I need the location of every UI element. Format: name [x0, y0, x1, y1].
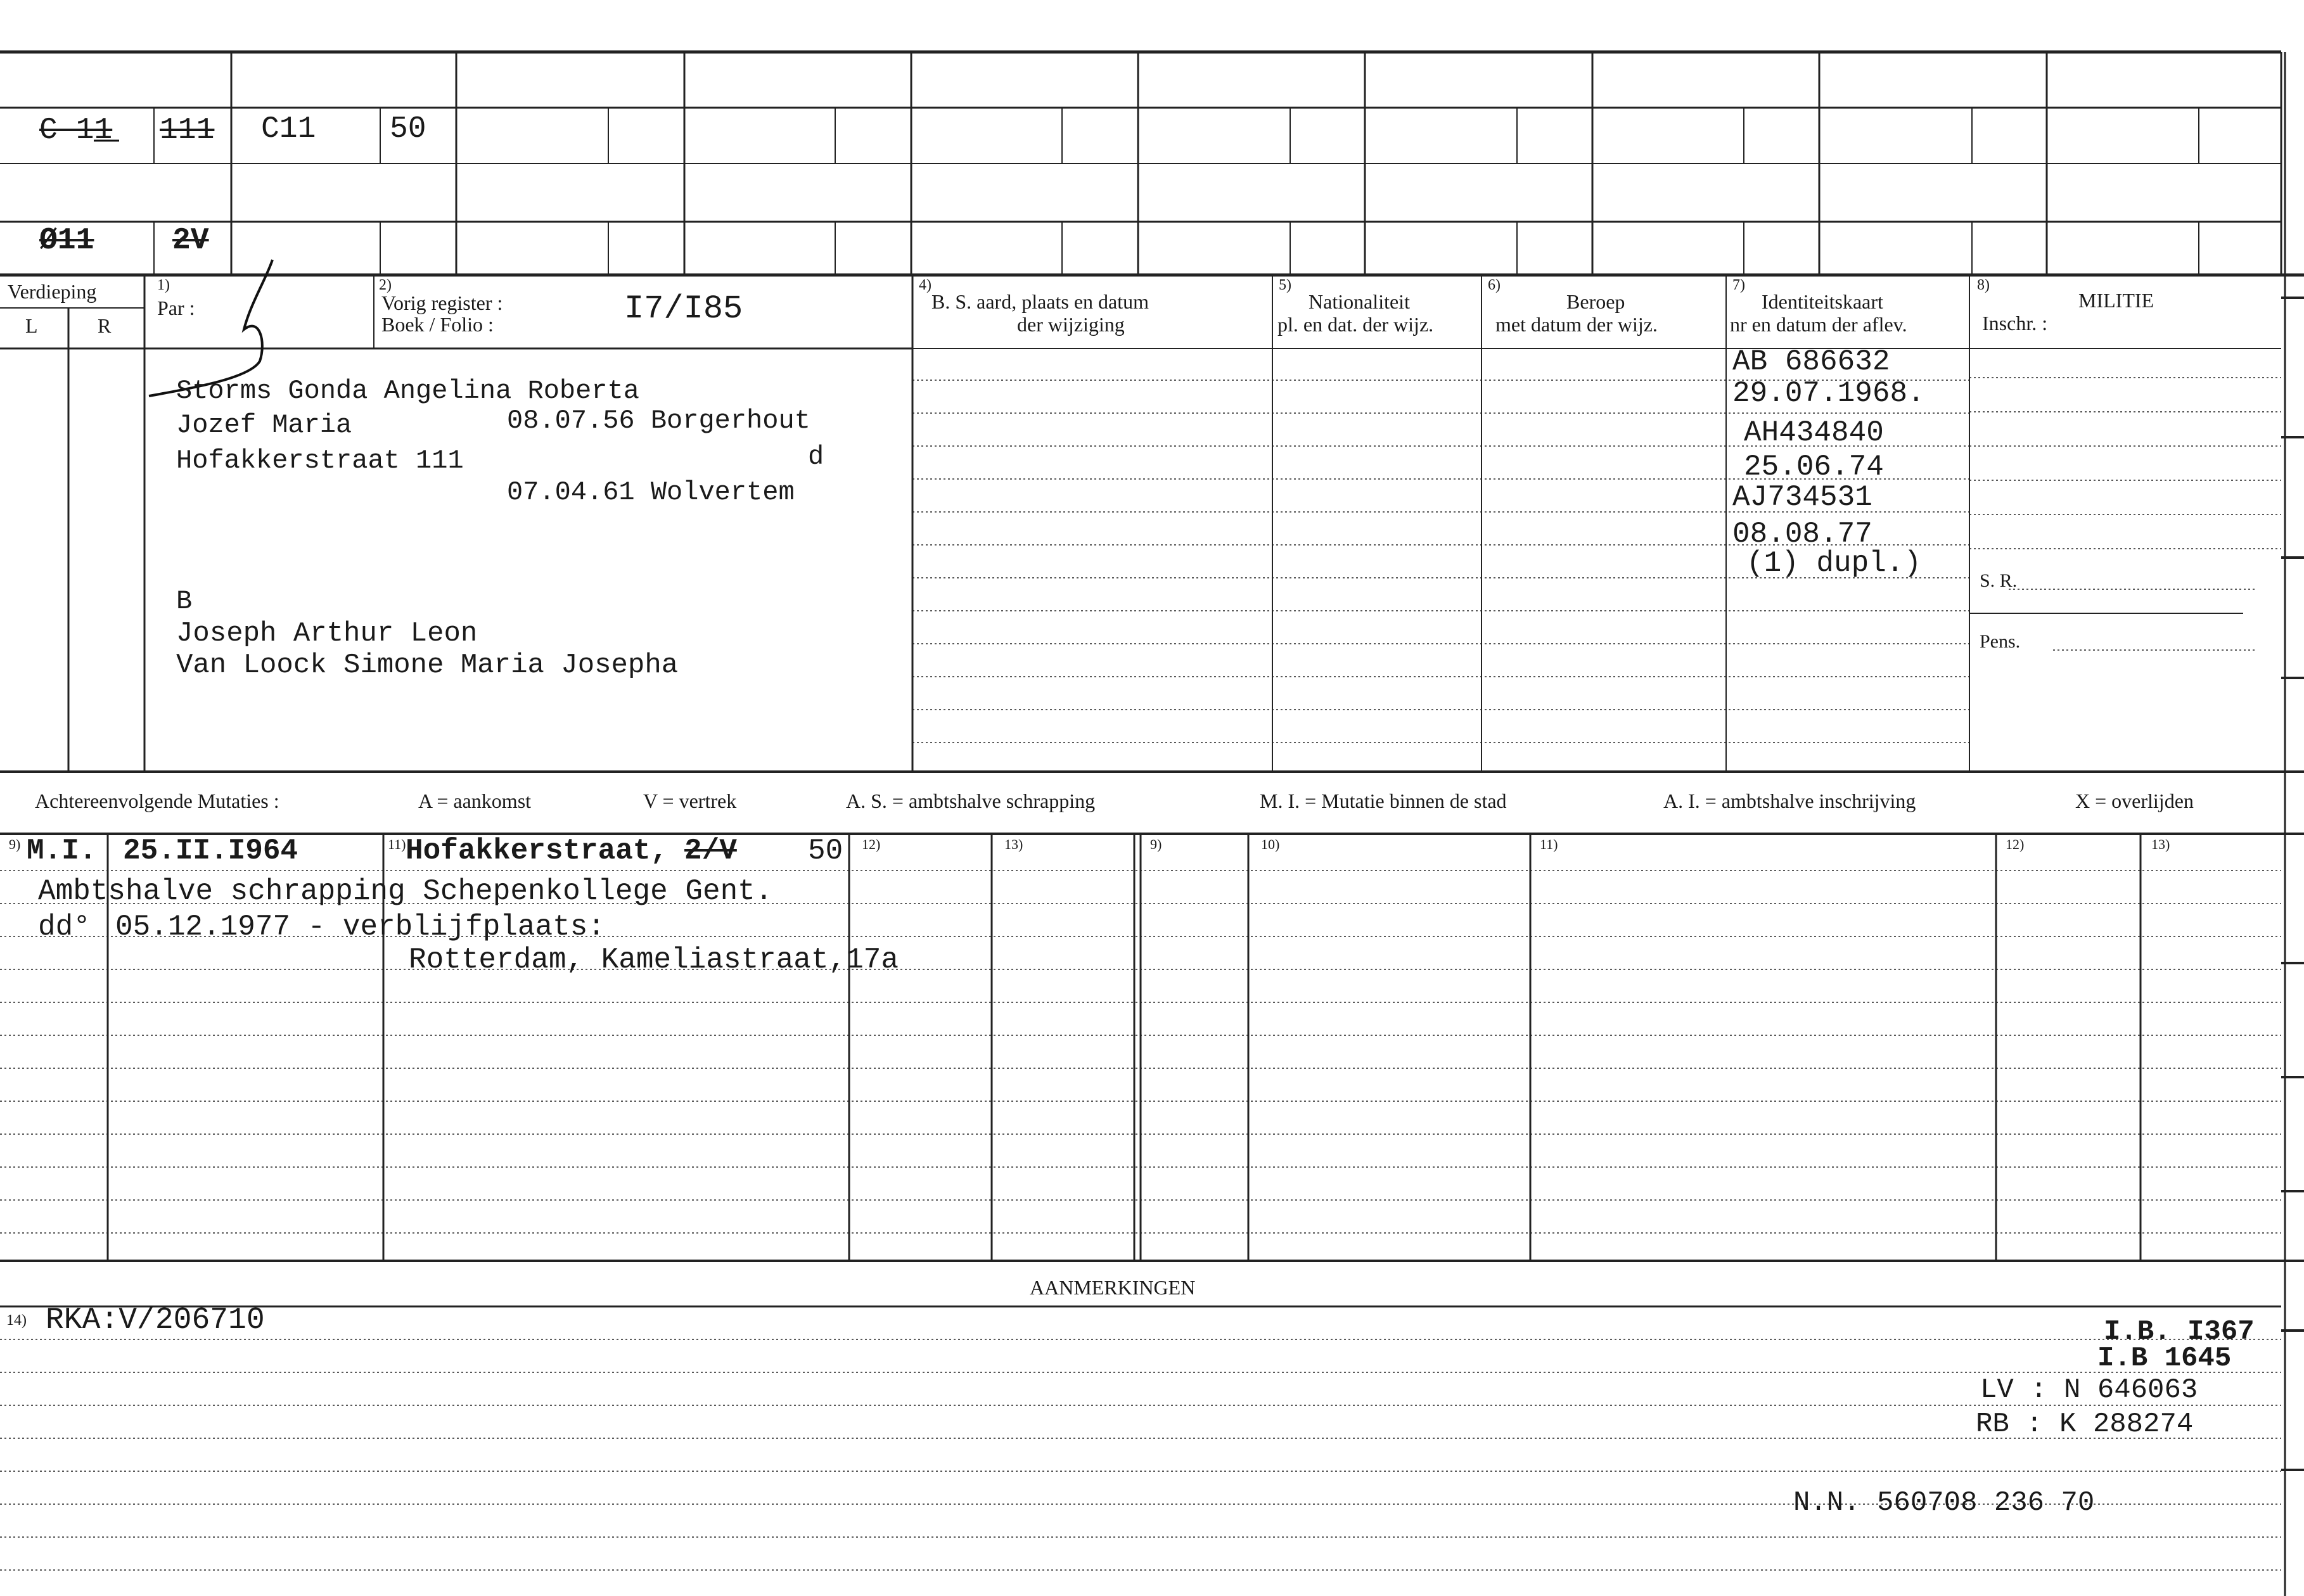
mut-col-12: 12): [862, 836, 881, 852]
col6-number: 6): [1488, 277, 1501, 293]
col6-title-line2: met datum der wijz.: [1495, 313, 1658, 336]
mut-col-10: 10): [1261, 836, 1280, 852]
id-card-date-2: 25.06.74: [1744, 450, 1884, 483]
remark-national-number: N.N. 560708 236 70: [1793, 1487, 2095, 1519]
col4-title-line2: der wijziging: [1017, 313, 1125, 336]
col8-number: 8): [1977, 277, 1990, 293]
pens-label: Pens.: [1980, 631, 2021, 652]
mutation-date: 25.II.I964: [123, 834, 298, 867]
sr-label: S. R.: [1980, 570, 2018, 591]
col4-number: 4): [919, 277, 931, 293]
legend-title: Achtereenvolgende Mutaties :: [35, 789, 279, 812]
boek-folio-value: I7/I85: [624, 290, 743, 328]
id-card-date-3: 08.08.77: [1732, 518, 1872, 551]
house-number: 50: [390, 112, 426, 146]
remarks-title: AANMERKINGEN: [1030, 1276, 1196, 1299]
col7-title-line1: Identiteitskaart: [1762, 290, 1883, 313]
vorig-col-number: 2): [379, 277, 392, 293]
id-card-date-1: 29.07.1968.: [1732, 377, 1925, 410]
col5-title-line1: Nationaliteit: [1309, 290, 1410, 313]
col5-number: 5): [1279, 277, 1291, 293]
id-card-number-2: AH434840: [1744, 416, 1884, 449]
vorig-register-label: Vorig register :: [381, 291, 503, 314]
id-card-number-3: AJ734531: [1732, 481, 1872, 514]
mut-col-11: 11): [388, 836, 406, 852]
militie-title: MILITIE: [2078, 289, 2154, 312]
mutation-type: M.I.: [27, 834, 97, 867]
legend-departure: V = vertrek: [643, 789, 737, 812]
col5-title-line2: pl. en dat. der wijz.: [1277, 313, 1434, 336]
person-birth: 08.07.56 Borgerhout: [507, 405, 810, 436]
mut-col-12b: 12): [2006, 836, 2025, 852]
par-label: Par :: [157, 297, 195, 319]
legend-death: X = overlijden: [2075, 789, 2194, 812]
old-code-row2: Ø11: [39, 224, 94, 258]
parent-father: Joseph Arthur Leon: [176, 618, 478, 649]
mutation-house-number: 50: [808, 834, 843, 867]
legend-official-registration: A. I. = ambtshalve inschrijving: [1663, 789, 1916, 812]
inschrijving-label: Inschr. :: [1982, 312, 2048, 335]
person-mark-d: d: [808, 442, 824, 472]
floor-right-header: R: [98, 314, 112, 337]
mutation-old-floor: 2/V: [684, 834, 737, 867]
mutation-new-residence: Rotterdam, Kameliastraat,17a: [409, 943, 899, 976]
mut-col-11b: 11): [1540, 836, 1558, 852]
remark-rb: RB : K 288274: [1976, 1408, 2194, 1440]
id-card-number-1: AB 686632: [1732, 345, 1890, 378]
old-floor-row2: 2V: [172, 224, 209, 258]
col6-title-line1: Beroep: [1566, 290, 1625, 313]
section-code: C11: [261, 112, 316, 146]
person-address: Hofakkerstraat 111: [176, 445, 464, 476]
mutation-note-line1: Ambtshalve schrapping Schepenkollege Gent.: [38, 875, 773, 908]
id-card-duplicate-note: (1) dupl.): [1746, 547, 1922, 580]
person-code-b: B: [176, 586, 193, 616]
col4-title-line1: B. S. aard, plaats en datum: [931, 290, 1149, 313]
floor-left-header: L: [25, 314, 38, 337]
mutation-note-dd: dd°: [38, 910, 91, 943]
old-number: 111: [160, 113, 215, 148]
person-name-line: Storms Gonda Angelina Roberta: [176, 376, 639, 406]
remark-ib-1: I.B. I367: [2104, 1316, 2255, 1348]
mut-col-9: 9): [9, 836, 21, 852]
legend-struck-off: A. S. = ambtshalve schrapping: [846, 789, 1096, 812]
remark-lv: LV : N 646063: [1980, 1374, 2198, 1406]
legend-arrival: A = aankomst: [418, 789, 532, 812]
person-given-names: Jozef Maria: [176, 410, 352, 440]
remarks-col-number: 14): [6, 1312, 27, 1329]
verdieping-header: Verdieping: [8, 280, 97, 303]
par-col-number: 1): [157, 277, 170, 293]
col7-title-line2: nr en datum der aflev.: [1730, 313, 1907, 336]
boek-folio-label: Boek / Folio :: [381, 313, 494, 336]
remark-ib-2: I.B 1645: [2097, 1343, 2232, 1374]
mut-col-13b: 13): [2151, 836, 2170, 852]
mutation-address: Hofakkerstraat,: [406, 834, 669, 867]
parent-mother: Van Loock Simone Maria Josepha: [176, 649, 679, 681]
mutation-note-line2: 05.12.1977 - verblijfplaats:: [115, 910, 605, 943]
mut-col-9b: 9): [1150, 836, 1162, 852]
person-date-place: 07.04.61 Wolvertem: [507, 477, 795, 508]
legend-internal-move: M. I. = Mutatie binnen de stad: [1260, 789, 1507, 812]
col7-number: 7): [1732, 277, 1745, 293]
remark-rka: RKA:V/206710: [46, 1303, 265, 1337]
old-section-code: C 11: [39, 113, 113, 148]
mut-col-13: 13): [1004, 836, 1023, 852]
